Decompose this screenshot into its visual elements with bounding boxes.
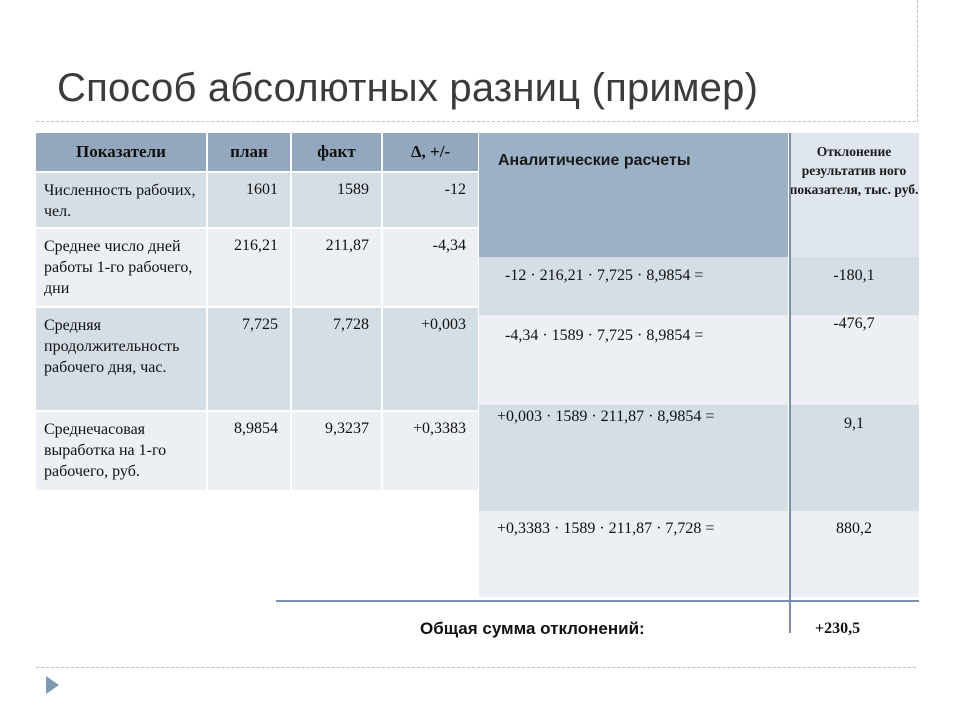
calculations-table [479, 133, 919, 599]
calc-formula: -12 · 216,21 · 7,725 · 8,9854 = [505, 267, 704, 284]
table-row [36, 228, 479, 307]
fact-value: 7,728 [291, 307, 382, 411]
calc-formula: -4,34 · 1589 · 7,725 · 8,9854 = [505, 327, 704, 344]
deviation-value: 880,2 [836, 520, 872, 537]
deviation-value: 9,1 [844, 415, 864, 432]
header-delta: Δ, +/- [382, 133, 479, 172]
deviation-value: -180,1 [833, 267, 875, 284]
top-right-guide [917, 0, 918, 122]
total-divider-line [276, 600, 919, 602]
indicator-name: Среднечасовая выработка на 1-го рабочего, руб. [36, 411, 207, 491]
table-row [36, 307, 479, 411]
plan-value: 8,9854 [207, 411, 291, 491]
title-divider [36, 121, 916, 122]
footer-divider [36, 667, 916, 668]
plan-value: 216,21 [207, 228, 291, 307]
table-row [36, 172, 479, 228]
table-row [479, 315, 919, 405]
delta-value: -4,34 [382, 228, 479, 307]
table-row [479, 511, 919, 597]
fact-value: 9,3237 [291, 411, 382, 491]
calc-formula: +0,003 · 1589 · 211,87 · 8,9854 = [497, 408, 715, 425]
delta-value: +0,3383 [382, 411, 479, 491]
fact-value: 1589 [291, 172, 382, 228]
total-value: +230,5 [815, 620, 861, 637]
bullet-arrow-icon [46, 676, 59, 694]
total-label: Общая сумма отклонений: [420, 619, 645, 638]
deviation-value: -476,7 [833, 315, 875, 332]
header-plan: план [207, 133, 291, 172]
fact-value: 211,87 [291, 228, 382, 307]
indicator-name: Численность рабочих, чел. [36, 172, 207, 228]
header-calculations [479, 133, 788, 257]
delta-value: -12 [382, 172, 479, 228]
calc-formula: +0,3383 · 1589 · 211,87 · 7,728 = [497, 520, 715, 537]
header-deviation [789, 133, 919, 257]
table-row [36, 411, 479, 491]
column-divider-line [789, 133, 791, 633]
plan-value: 1601 [207, 172, 291, 228]
delta-value: +0,003 [382, 307, 479, 411]
table-row [479, 405, 919, 511]
page-title: Способ абсолютных разниц (пример) [57, 66, 759, 110]
header-indicators: Показатели [36, 133, 207, 172]
indicator-name: Средняя продолжительность рабочего дня, час. [36, 307, 207, 411]
indicator-name: Среднее число дней работы 1-го рабочего, дни [36, 228, 207, 307]
header-fact: факт [291, 133, 382, 172]
table-row [479, 257, 919, 315]
plan-value: 7,725 [207, 307, 291, 411]
indicators-table [36, 133, 480, 492]
header-calculations-label: Аналитические расчеты [498, 152, 691, 169]
header-deviation-label: Отклонение результатив ного показателя, тыс. руб. [789, 144, 919, 197]
indicators-header-row [36, 133, 479, 172]
